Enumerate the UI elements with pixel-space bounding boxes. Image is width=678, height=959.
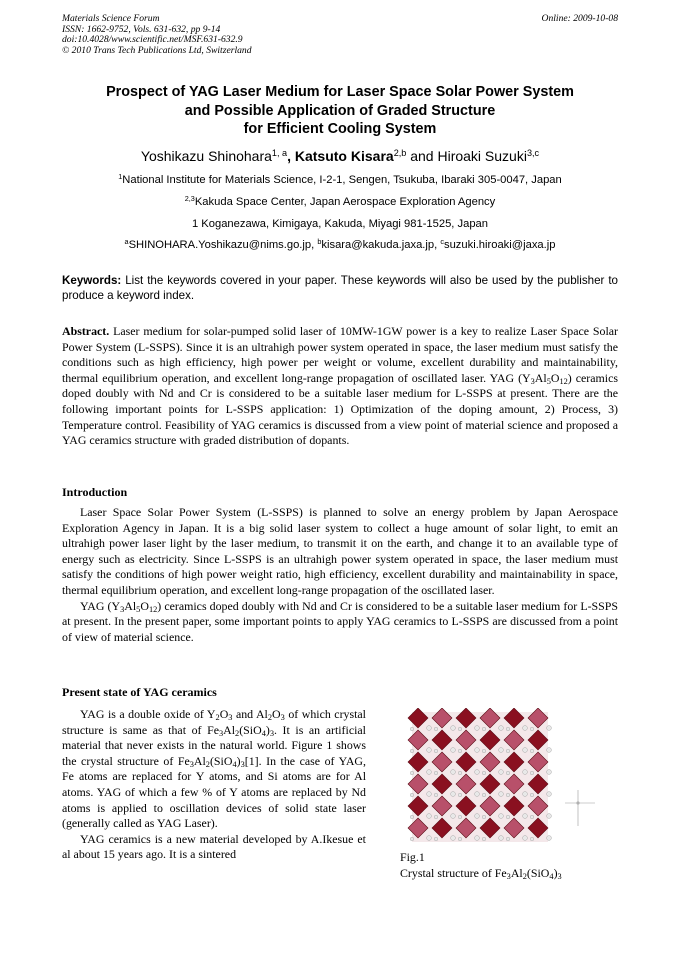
email-a: SHINOHARA.Yoshikazu@nims.go.jp, [128,239,318,251]
caption-text: Crystal structure of Fe [400,865,507,880]
atom-sphere [434,793,438,797]
email-b-mark: b [317,237,322,246]
paragraph-text: O [272,707,281,721]
atom-sphere [451,748,456,753]
caption-text: Al [510,865,523,880]
atom-sphere [547,792,552,797]
subscript: 3 [557,871,562,881]
affiliation-2-mark: 2,3 [184,194,195,203]
atom-sphere [475,792,480,797]
subscript: 3 [506,871,511,881]
paragraph-text: ) ceramics doped doubly with Nd and Cr is considered to be a suitable laser medium for L-SSPS at present. In the present paper, some important points to apply YAG ceramics to L-SSPS are discussed from a point of view of material science. [62,598,618,644]
email-line [62,239,618,251]
atom-sphere [482,749,486,753]
atom-sphere [482,793,486,797]
author-3-mark: 3,c [526,148,540,158]
subscript: 2 [205,759,210,769]
atom-sphere [530,727,534,731]
atom-sphere [482,771,486,775]
atom-sphere [499,770,504,775]
atom-sphere [458,749,462,753]
subscript: 12 [148,604,158,614]
atom-sphere [523,770,528,775]
atom-sphere [451,814,456,819]
subscript: 2 [522,871,527,881]
atom-sphere [410,771,414,775]
atom-sphere [427,814,432,819]
paragraph-text: [1]. In the case of YAG, Fe atoms are replaced for Y atoms, and Si atoms are for Al atoms. YAG of which a few % of Y atoms are replaced by Nd atoms is applied to oscillation devices of solid state laser (generally called as YAG Laser). [62,753,366,831]
atom-sphere [475,748,480,753]
atom-sphere [530,749,534,753]
atom-sphere [434,815,438,819]
atom-sphere [506,727,510,731]
email-c-mark: c [440,237,444,246]
atom-sphere [506,771,510,775]
title-line-1: Prospect of YAG Laser Medium for Laser Space Solar Power System [106,84,574,100]
paragraph-text: ) [265,722,270,737]
abstract-block [62,324,618,449]
author-1-mark: 1, a [271,148,288,158]
figure-caption [400,850,562,881]
atom-sphere [523,792,528,797]
paragraph-text: YAG is a double oxide of Y [80,707,216,721]
atom-sphere [499,726,504,731]
atom-sphere [458,815,462,819]
email-c: suzuki.hiroaki@jaxa.jp [443,239,556,251]
atom-sphere [530,815,534,819]
email-b: kisara@kakuda.jaxa.jp, [321,239,441,251]
atom-sphere [523,726,528,731]
paragraph-text: YAG (Y [80,598,121,613]
atom-sphere [482,837,486,841]
keywords-text: List the keywords covered in your paper. These keywords will also be used by the publisher to produce a keyword index. [62,274,618,303]
atom-sphere [547,748,552,753]
journal-issn: ISSN: 1662-9752, Vols. 631-632, pp 9-14 [62,23,221,35]
present-state-paragraph-1 [62,707,366,832]
atom-sphere [475,836,480,841]
atom-sphere [547,836,552,841]
atom-sphere [506,793,510,797]
affiliation-3: 1 Koganezawa, Kimigaya, Kakuda, Miyagi 981-1525, Japan [191,218,489,230]
subscript: 3 [280,713,285,723]
atom-sphere [458,793,462,797]
email-a-mark: a [124,237,129,246]
atom-sphere [506,749,510,753]
abstract-label: Abstract. [62,324,110,338]
author-2-mark: 2,b [393,148,407,158]
atom-sphere [434,771,438,775]
atom-sphere [499,814,504,819]
atom-sphere [482,727,486,731]
subscript: 2 [267,713,273,723]
affiliation-1-mark: 1 [118,172,123,181]
introduction-paragraph-1: Laser Space Solar Power System (L-SSPS) is planned to solve an energy problem by Japan Aerospace Exploration Agency in Japan. It is a big solid laser system to collect a huge amount of solar light, to emit an ultrahigh power laser light by the laser medium, to transmit it on the earth, and change it to an available type of energy such as electricity. Since L-SSPS is an ultrahigh power system operated in space, the laser medium must satisfy the conditions of high power weight ratio, high efficiency, excellent durability and maintainability in space, thermal equilibrium operation, and excellent long-range propagation of the oscillated laser. [62,505,618,597]
atom-sphere [475,770,480,775]
paper-title [62,83,618,139]
atom-sphere [458,771,462,775]
atom-sphere [410,815,414,819]
abstract-text: O [550,370,560,385]
introduction-body [62,505,618,645]
author-1: Yoshikazu Shinohara [140,148,272,164]
axis-origin [576,801,579,804]
atom-sphere [434,749,438,753]
atom-sphere [410,749,414,753]
paragraph-text: . It is an artificial material that never exists in the natural world. Figure 1 shows the crystal structure of Fe [62,722,366,768]
atom-sphere [427,726,432,731]
paragraph-text: ) [236,753,241,768]
subscript: 3 [189,759,194,769]
atom-sphere [434,837,438,841]
atom-sphere [475,726,480,731]
subscript: 4 [549,871,554,881]
atom-sphere [499,792,504,797]
author-separator-2: and Hiroaki Suzuki [406,148,527,164]
affiliation-2-text: Kakuda Space Center, Japan Aerospace Exploration Agency [194,196,496,208]
keywords-label: Keywords: [62,274,122,287]
author-list [62,148,618,164]
journal-doi: doi:10.4028/www.scientific.net/MSF.631-632.9 [62,34,243,46]
atom-sphere [427,748,432,753]
paragraph-text: of which crystal structure is same as that of Fe [62,707,366,737]
introduction-paragraph-2 [62,599,618,646]
atom-sphere [427,836,432,841]
subscript: 3 [530,376,535,386]
figure-caption-text [400,866,562,882]
present-state-column [62,707,366,863]
abstract-text: Al [534,370,547,385]
subscript: 5 [546,376,551,386]
atom-sphere [451,726,456,731]
affiliation-1-text: National Institute for Materials Science, I-2-1, Sengen, Tsukuba, Ibaraki 305-0047, Japan [122,174,562,186]
affiliation-2 [62,196,618,208]
subscript: 12 [559,376,568,386]
subscript: 2 [215,713,220,723]
abstract-text: ) ceramics doped doubly with Nd and Cr is considered to be a suitable laser medium for L-SSPS at present. There are the following important points for L-SSPS application: 1) Optimization of the doping amount, 2) Process, 3) Temperature control. Feasibility of YAG ceramics is discussed from a view point of material science and proposed a YAG ceramics structure with graded distribution of dopants. [62,370,618,448]
atom-sphere [458,727,462,731]
atom-sphere [410,727,414,731]
subscript: 3 [228,713,233,723]
affiliation-1 [62,174,618,186]
subscript: 2 [235,728,240,738]
atom-sphere [499,748,504,753]
atom-sphere [523,814,528,819]
atom-sphere [523,748,528,753]
subscript: 4 [261,728,266,738]
atom-sphere [427,770,432,775]
subscript: 4 [232,759,237,769]
caption-text: ) [553,865,558,880]
caption-text: (SiO [526,865,550,880]
section-heading-present-state: Present state of YAG ceramics [62,685,217,699]
subscript: 3 [240,759,245,769]
journal-copyright: © 2010 Trans Tech Publications Ltd, Switzerland [62,44,252,56]
atom-sphere [523,836,528,841]
atom-sphere [451,770,456,775]
subscript: 3 [218,728,224,738]
lattice-background [412,712,548,842]
atom-sphere [410,793,414,797]
figure-label: Fig.1 [400,850,425,864]
paragraph-text: O [140,598,149,613]
atom-sphere [427,792,432,797]
crystal-structure-figure [400,708,600,848]
abstract-text: Laser medium for solar-pumped solid laser of 10MW-1GW power is a key to realize Laser Space Solar Power System (L-SSPS). Since it is an ultrahigh power system operated in space, the laser medium must satisfy the conditions such as high efficiency, high power per weight or volume, excellent durability and maintainability, thermal equilibrium operation, and excellent long-range propagation of oscillated laser. YAG (Y [62,324,618,385]
atom-sphere [530,771,534,775]
subscript: 3 [120,604,125,614]
paragraph-text: Al [193,753,206,768]
atom-sphere [451,792,456,797]
atom-sphere [530,837,534,841]
journal-header [62,14,618,56]
atom-sphere [506,815,510,819]
subscript: 5 [136,604,141,614]
introduction-heading: Introduction [62,485,128,499]
paragraph-text: Al [223,722,236,737]
subscript: 3 [269,728,274,738]
atom-sphere [458,837,462,841]
paragraph-text: Al [124,598,137,613]
title-line-2: and Possible Application of Graded Structure [184,102,496,119]
atom-sphere [482,815,486,819]
keywords-block [62,273,618,304]
journal-name: Materials Science Forum [62,13,160,24]
paragraph-text: and Al [232,707,268,721]
title-line-3: for Efficient Cooling System [243,121,437,138]
atom-sphere [434,727,438,731]
atom-sphere [547,726,552,731]
atom-sphere [410,837,414,841]
atom-sphere [530,793,534,797]
present-state-paragraph-2: YAG ceramics is a new material developed by A.Ikesue et al about 15 years ago. It is a sintered [62,831,366,862]
atom-sphere [506,837,510,841]
atom-sphere [475,814,480,819]
atom-sphere [499,836,504,841]
paragraph-text: (SiO [209,753,233,768]
atom-sphere [547,770,552,775]
paragraph-text: (SiO [239,722,262,737]
paragraph-text: O [219,707,229,721]
online-date: Online: 2009-10-08 [541,13,618,24]
atom-sphere [547,814,552,819]
author-separator-1: , Katsuto Kisara [287,148,394,164]
atom-sphere [451,836,456,841]
